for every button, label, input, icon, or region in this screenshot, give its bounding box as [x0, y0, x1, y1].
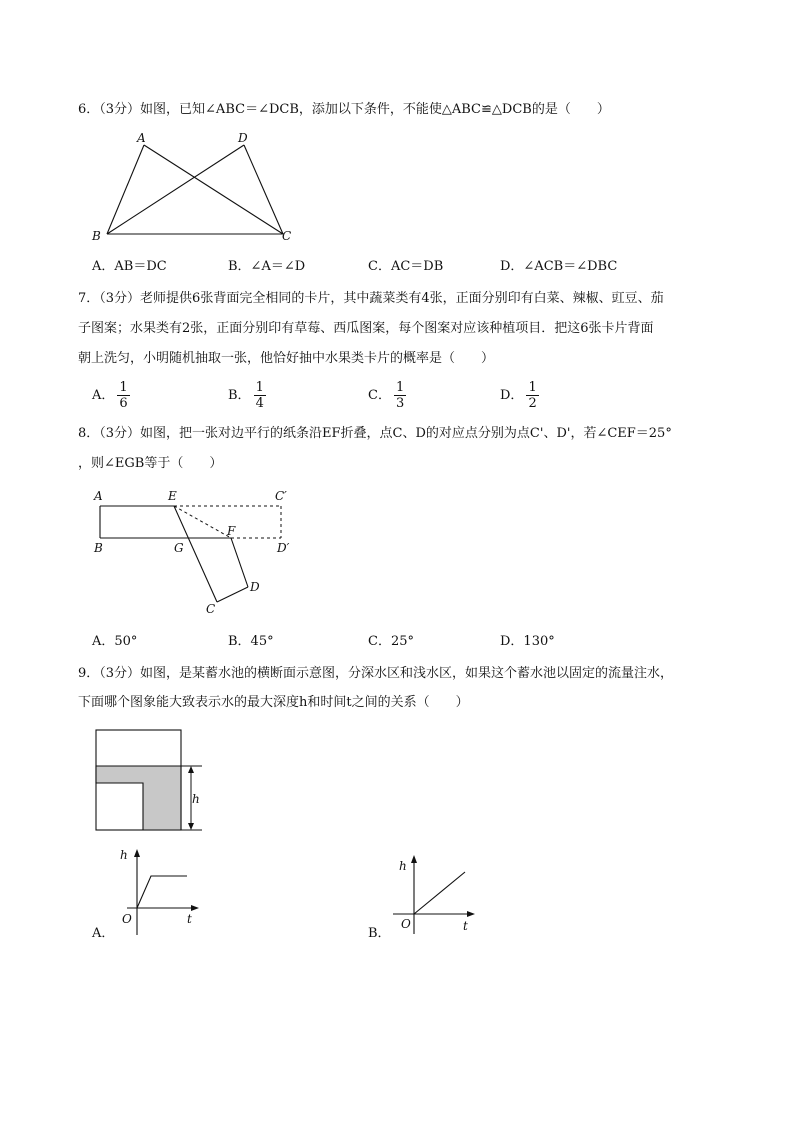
q6-segment-ac	[144, 145, 283, 234]
q7-line-3: 朝上洗匀，小明随机抽取一张，他恰好抽中水果类卡片的概率是（ ）	[78, 351, 495, 366]
fraction: $\frac{1}{6}$	[119, 380, 128, 411]
q9-graph-a-curve	[137, 876, 187, 908]
q9-h-label: h	[192, 792, 200, 806]
q9-line-1: 9．（3分）如图，是某蓄水池的横断面示意图，分深水区和浅水区，如果这个蓄水池以固定的流量注水，	[78, 666, 674, 681]
q8-label-c-prime: C′	[275, 489, 287, 503]
q8-folded-strip-figure	[88, 485, 308, 620]
q9-dim-arrow-up	[188, 766, 194, 773]
q8-label-b: B	[94, 541, 103, 555]
q9-graph-b	[385, 852, 485, 937]
q9-line-2: 下面哪个图象能大致表示水的最大深度h和时间t之间的关系（ ）	[78, 695, 469, 710]
q9-graph-a-y-label: h	[120, 848, 128, 862]
q9-graph-b-origin: O	[401, 917, 411, 931]
q9-option-a[interactable]: A．	[92, 926, 115, 941]
fraction: $\frac{1}{3}$	[395, 380, 405, 411]
q8-label-g: G	[174, 541, 184, 555]
q8-label-a: A	[94, 489, 103, 503]
q8-option-a[interactable]: A．50°	[92, 634, 138, 649]
q6-stem: 6．（3分）如图，已知∠ABC＝∠DCB，添加以下条件，不能使△ABC≌△DCB的是（ ）	[78, 102, 610, 117]
q6-option-a[interactable]: A．AB＝DC	[92, 259, 167, 274]
q8-option-b[interactable]: B．45°	[228, 634, 274, 649]
q8-label-c: C	[206, 602, 216, 616]
q6-label-d: D	[238, 131, 248, 145]
q7-option-c[interactable]: C． $\frac{1}{3}$	[368, 380, 405, 411]
q6-segment-ba	[107, 145, 144, 234]
q9-graph-b-x-label: t	[463, 919, 468, 933]
q9-graph-a-x-arrow	[191, 905, 199, 911]
q6-label-c: C	[282, 229, 292, 243]
q9-graph-a-origin: O	[122, 912, 132, 926]
q8-line-1: 8．（3分）如图，把一张对边平行的纸条沿EF折叠，点C、D的对应点分别为点C'、D'，若∠CEF＝25°	[78, 426, 672, 441]
q9-dim-arrow-down	[188, 823, 194, 830]
q6-option-c[interactable]: C．AC＝DB	[368, 259, 444, 274]
q8-segment-cd	[217, 587, 248, 602]
q9-graph-b-y-label: h	[399, 859, 407, 873]
q6-label-a: A	[137, 131, 146, 145]
q6-triangle-figure	[88, 128, 308, 248]
q6-segment-bd	[107, 145, 244, 234]
fraction: $\frac{1}{4}$	[255, 380, 264, 411]
q8-label-d-prime: D′	[277, 541, 290, 555]
q8-label-d: D	[250, 580, 260, 594]
q7-line-1: 7．（3分）老师提供6张背面完全相同的卡片，其中蔬菜类有4张，正面分别印有白菜、辣椒、豇豆、茄	[78, 291, 664, 306]
q9-graph-b-x-arrow	[467, 911, 475, 917]
q9-graph-a-y-arrow	[134, 849, 140, 857]
q8-dashed-ef	[174, 506, 231, 538]
q6-option-d[interactable]: D．∠ACB＝∠DBC	[500, 259, 618, 274]
q6-segment-dc	[244, 145, 283, 234]
fraction: $\frac{1}{2}$	[528, 380, 537, 411]
q8-label-f: F	[227, 524, 236, 538]
q9-option-b[interactable]: B．	[368, 926, 391, 941]
q8-line-2: ，则∠EGB等于（ ）	[78, 456, 223, 471]
q9-graph-a-x-label: t	[187, 912, 192, 926]
q6-label-b: B	[92, 229, 101, 243]
q8-option-d[interactable]: D．130°	[500, 634, 555, 649]
q8-option-c[interactable]: C．25°	[368, 634, 414, 649]
q8-segment-df	[231, 538, 248, 587]
q9-reservoir-cross-section	[90, 725, 220, 835]
q9-graph-b-y-arrow	[411, 855, 417, 863]
q7-line-2: 子图案；水果类有2张，正面分别印有草莓、西瓜图案，每个图案对应该种植项目．把这6张卡片背面	[78, 321, 654, 336]
q7-option-b[interactable]: B． $\frac{1}{4}$	[228, 380, 264, 411]
q9-graph-b-line	[414, 872, 465, 914]
q7-option-d[interactable]: D． $\frac{1}{2}$	[500, 380, 537, 411]
q9-graph-a	[105, 845, 210, 935]
q6-option-b[interactable]: B．∠A＝∠D	[228, 259, 306, 274]
q8-label-e: E	[168, 489, 177, 503]
q7-option-a[interactable]: A． $\frac{1}{6}$	[92, 380, 128, 411]
